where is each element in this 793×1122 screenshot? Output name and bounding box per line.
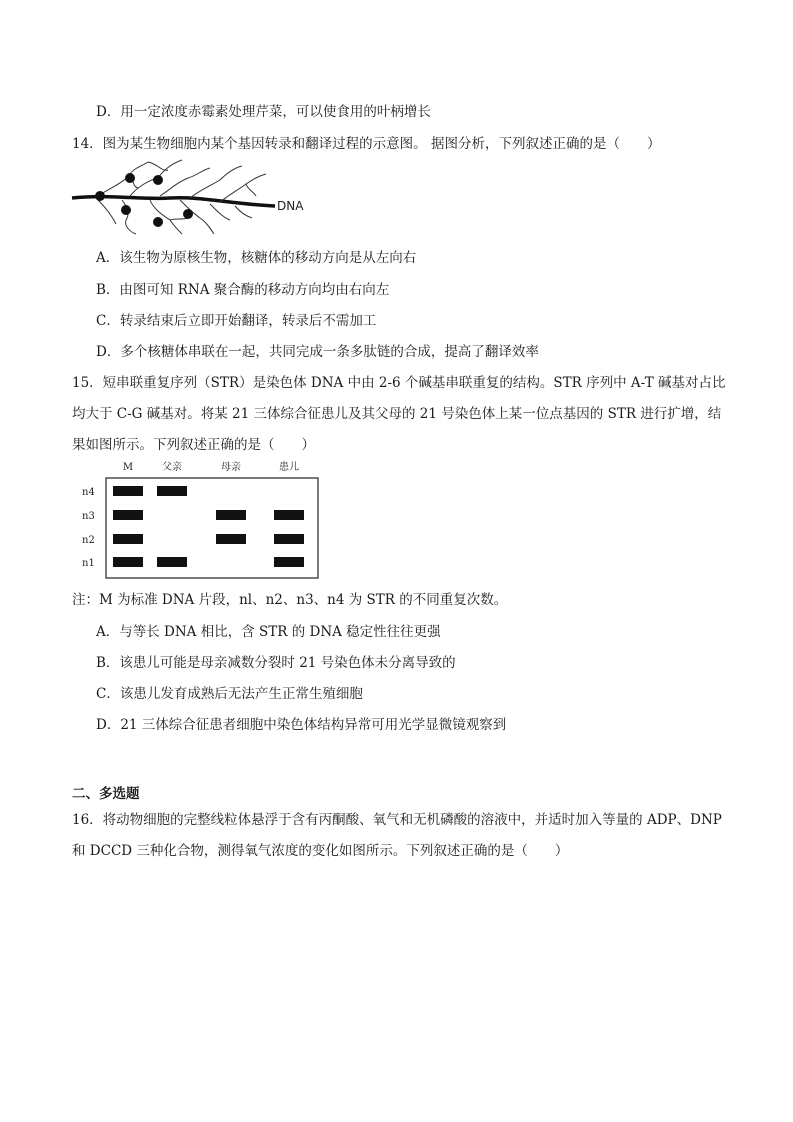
q15-option-d: D．21 三体综合征患者细胞中染色体结构异常可用光学显微镜观察到 [96, 717, 507, 733]
gel-band [113, 557, 143, 567]
q16-stem-line-2: 和 DCCD 三种化合物，测得氧气浓度的变化如图所示。下列叙述正确的是（ ） [72, 843, 569, 859]
q14-stem: 14．图为某生物细胞内某个基因转录和翻译过程的示意图。 据图分析，下列叙述正确的是（ ） [72, 136, 661, 152]
gel-lane-label: 母亲 [221, 462, 241, 473]
q15-stem-line-3: 果如图所示。下列叙述正确的是（ ） [72, 437, 315, 453]
gel-band [113, 534, 143, 544]
gel-band [274, 510, 304, 520]
q14-option-a: A．该生物为原核生物，核糖体的移动方向是从左向右 [96, 250, 417, 266]
q16-stem-line-1: 16．将动物细胞的完整线粒体悬浮于含有丙酮酸、氧气和无机磷酸的溶液中，并适时加入等量的 ADP、DNP [72, 812, 722, 828]
gel-band [157, 557, 187, 567]
q15-option-c: C．该患儿发育成熟后无法产生正常生殖细胞 [96, 686, 363, 702]
gel-band [216, 510, 246, 520]
q14-option-b: B．由图可知 RNA 聚合酶的移动方向均由右向左 [96, 282, 390, 298]
q15-stem-line-1: 15．短串联重复序列（STR）是染色体 DNA 中由 2-6 个碱基串联重复的结构。STR 序列中 A-T 碱基对占比 [72, 375, 726, 391]
gel-lane-label: 父亲 [162, 462, 182, 473]
gel-row-label: n2 [82, 535, 95, 546]
gel-band [113, 510, 143, 520]
q15-option-b: B．该患儿可能是母亲减数分裂时 21 号染色体未分离导致的 [96, 655, 456, 671]
q14-option-c: C．转录结束后立即开始翻译，转录后不需加工 [96, 313, 377, 329]
q15-stem-line-2: 均大于 C-G 碱基对。将某 21 三体综合征患儿及其父母的 21 号染色体上某一位点基因的 STR 进行扩增，结 [72, 406, 722, 422]
q13-option-d: D．用一定浓度赤霉素处理芹菜，可以使食用的叶柄增长 [96, 104, 431, 120]
gel-band [113, 486, 143, 496]
q15-note: 注：M 为标准 DNA 片段，nl、n2、n3、n4 为 STR 的不同重复次数。 [72, 592, 508, 608]
transcription-translation-figure [70, 158, 320, 240]
gel-row-label: n4 [82, 487, 95, 498]
q15-option-a: A．与等长 DNA 相比，含 STR 的 DNA 稳定性往往更强 [96, 624, 441, 640]
gel-lane-label: M [122, 462, 134, 473]
gel-band [157, 486, 187, 496]
gel-row-label: n3 [82, 511, 95, 522]
gel-row-label: n1 [82, 558, 95, 569]
str-gel-figure [78, 458, 323, 580]
section-title: 二、多选题 [72, 786, 140, 802]
q14-option-d: D．多个核糖体串联在一起，共同完成一条多肽链的合成，提高了翻译效率 [96, 344, 539, 360]
dna-label: DNA [277, 199, 304, 213]
gel-band [274, 557, 304, 567]
gel-lane-label: 患儿 [279, 462, 299, 473]
gel-band [216, 534, 246, 544]
gel-band [274, 534, 304, 544]
